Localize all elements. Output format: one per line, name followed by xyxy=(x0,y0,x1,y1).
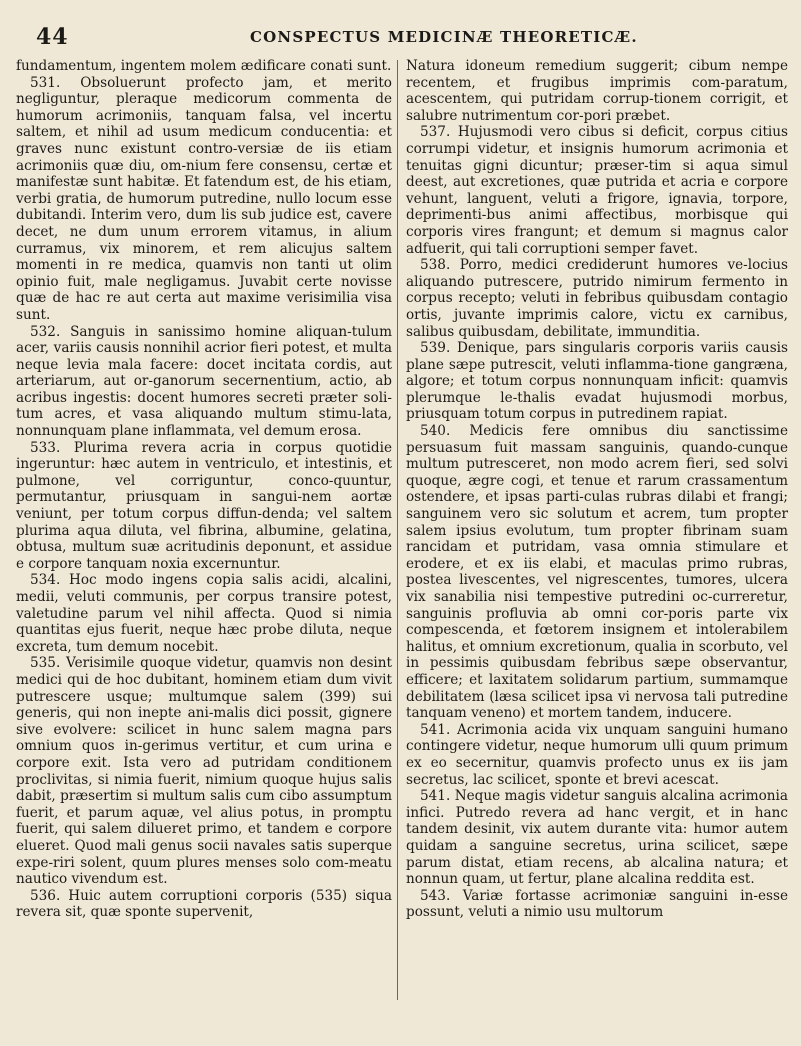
column-divider xyxy=(397,60,398,1000)
left-column xyxy=(16,58,392,921)
paragraph: 532. Sanguis in sanissimo homine aliquan-tulum acer, variis causis nonnihil acrior fieri potest, et multa neque levia mala facere: docet incitata cordis, aut arteriarum, aut or-ganorum secernentium, actio, ab acribus ingestis: docent humores secreti præter soli-tum acres, et vasa aliquando multum stimu-lata, nonnunquam plane inflammata, vel demum erosa. xyxy=(16,323,392,440)
paragraph: 535. Verisimile quoque videtur, quamvis non desint medici qui de hoc dubitant, hominem etiam dum vivit putrescere usque; multumque salem (399) sui generis, qui non inepte ani-malis dici possit, gignere sive evolvere: scilicet in hunc salem magna pars omnium quos in-gerimus vertitur, et cum urina e corpore exit. Ista vero ad putridam conditionem proclivitas, si nimia fuerit, nimium quoque hujus salis dabit, præsertim si multum salis cum cibo assumptum fuerit, et parum aquæ, vel alius potus, in promptu fuerit, qui salem dilueret primo, et tandem e corpore elueret. Quod mali genus socii navales satis superque expe-riri solent, quum plures menses solo com-meatu nautico vivendum est. xyxy=(16,655,392,888)
paragraph: 543. Variæ fortasse acrimoniæ sanguini in-esse possunt, veluti a nimio usu multorum xyxy=(406,887,788,921)
page-header xyxy=(0,12,801,52)
paragraph: 539. Denique, pars singularis corporis variis causis plane sæpe putrescit, veluti inflamma-tione gangræna, algore; et totum corpus nonnunquam inficit: quamvis plerumque le-thalis evadat hujusmodi morbus, priusquam totum corpus in putredinem rapiat. xyxy=(406,340,788,423)
paragraph: 541. Neque magis videtur sanguis alcalina acrimonia infici. Putredo revera ad hanc vergit, et in hanc tandem desinit, vix autem durante vita: humor autem quidam a sanguine secretus, urina scilicet, sæpe parum distat, etiam recens, ab alcalina natura; et nonnun quam, ut fertur, plane alcalina reddita est. xyxy=(406,788,788,888)
paragraph: fundamentum, ingentem molem ædificare conati sunt. xyxy=(16,58,392,74)
paragraph: 533. Plurima revera acria in corpus quotidie ingeruntur: hæc autem in ventriculo, et intestinis, et pulmone, vel corriguntur, conco-quuntur, permutantur, priusquam in sangui-nem aortæ veniunt, per totum corpus diffun-denda; vel saltem plurima aqua diluta, vel fibrina, albumine, gelatina, obtusa, multum suæ acritudinis deponunt, et assidue e corpore tanquam noxia excernuntur. xyxy=(16,439,392,572)
paragraph: 541. Acrimonia acida vix unquam sanguini humano contingere videtur, neque humorum ulli quum primum ex eo secernitur, quamvis profecto unus ex iis jam secretus, lac scilicet, sponte et brevi acescat. xyxy=(406,721,788,788)
right-column xyxy=(406,58,788,921)
paragraph: 537. Hujusmodi vero cibus si deficit, corpus citius corrumpi videtur, et insignis humorum acrimonia et tenuitas gigni dicuntur; præser-tim si aqua simul deest, aut excretiones, quæ putrida et acria e corpore vehunt, languent, veluti a frigore, ignavia, torpore, deprimenti-bus animi affectibus, morbisque qui corporis vires frangunt; et demum si magnus calor adfuerit, qui tali corruptioni semper favet. xyxy=(406,124,788,257)
running-head: CONSPECTUS MEDICINÆ THEORETICÆ. xyxy=(250,28,638,46)
paragraph: 531. Obsoluerunt profecto jam, et merito negliguntur, pleraque medicorum commenta de humorum acrimoniis, tanquam falsa, vel incertu saltem, et nihil ad usum medicum conducentia: et graves nunc existunt contro-versiæ de iis etiam acrimoniis quæ diu, om-nium fere consensu, certæ et manifestæ sunt habitæ. Et fatendum est, de his etiam, verbi gratia, de humorum putredine, nullo locum esse dubitandi. Interim vero, dum lis sub judice est, cavere decet, ne dum unum errorem vitamus, in alium curramus, vix minorem, et rem alicujus saltem momenti in re medica, quamvis non tanti ut olim opinio fuit, male negligamus. Juvabit certe novisse quæ de hac re aut certa aut maxime verisimilia visa sunt. xyxy=(16,74,392,323)
paragraph: 540. Medicis fere omnibus diu sanctissime persuasum fuit massam sanguinis, quando-cunque multum putresceret, non modo acrem fieri, sed solvi quoque, ægre cogi, et tenue et rarum crassamentum ostendere, et ipsas parti-culas rubras dilabi et frangi; sanguinem vero sic solutum et acrem, tum propter salem ipsius evolutum, tum propter fibrinam suam rancidam et putridam, vasa omnia stimulare et erodere, et ex iis elabi, et maculas primo rubras, postea livescentes, vel nigrescentes, tumores, ulcera vix sanabilia nisi tempestive putredini oc-curreretur, sanguinis profluvia ab omni cor-poris parte vix compescenda, et fœtorem insignem et intolerabilem halitus, et omnium excretionum, qualia in scorbuto, vel in pessimis quibusdam febribus sæpe observantur, efficere; et laxitatem solidarum partium, summamque debilitatem (læsa scilicet ipsa vi nervosa tali putredine tanquam veneno) et mortem tandem, inducere. xyxy=(406,423,788,722)
page-number: 44 xyxy=(36,24,69,50)
paragraph: 538. Porro, medici crediderunt humores ve-locius aliquando putrescere, putrido nimirum fermento in corpus recepto; veluti in febribus quibusdam contagio ortis, juvante imprimis calore, victu ex carnibus, salibus quibusdam, debilitate, immunditia. xyxy=(406,257,788,340)
paragraph: 536. Huic autem corruptioni corporis (535) siqua revera sit, quæ sponte supervenit, xyxy=(16,887,392,921)
paragraph: Natura idoneum remedium suggerit; cibum nempe recentem, et frugibus imprimis com-paratum, acescentem, qui putridam corrup-tionem corrigit, et salubre nutrimentum cor-pori præbet. xyxy=(406,58,788,124)
paragraph: 534. Hoc modo ingens copia salis acidi, alcalini, medii, veluti communis, per corpus transire potest, valetudine parum vel nihil affecta. Quod si nimia quantitas ejus fuerit, neque hæc probe diluta, neque excreta, tum demum nocebit. xyxy=(16,572,392,655)
